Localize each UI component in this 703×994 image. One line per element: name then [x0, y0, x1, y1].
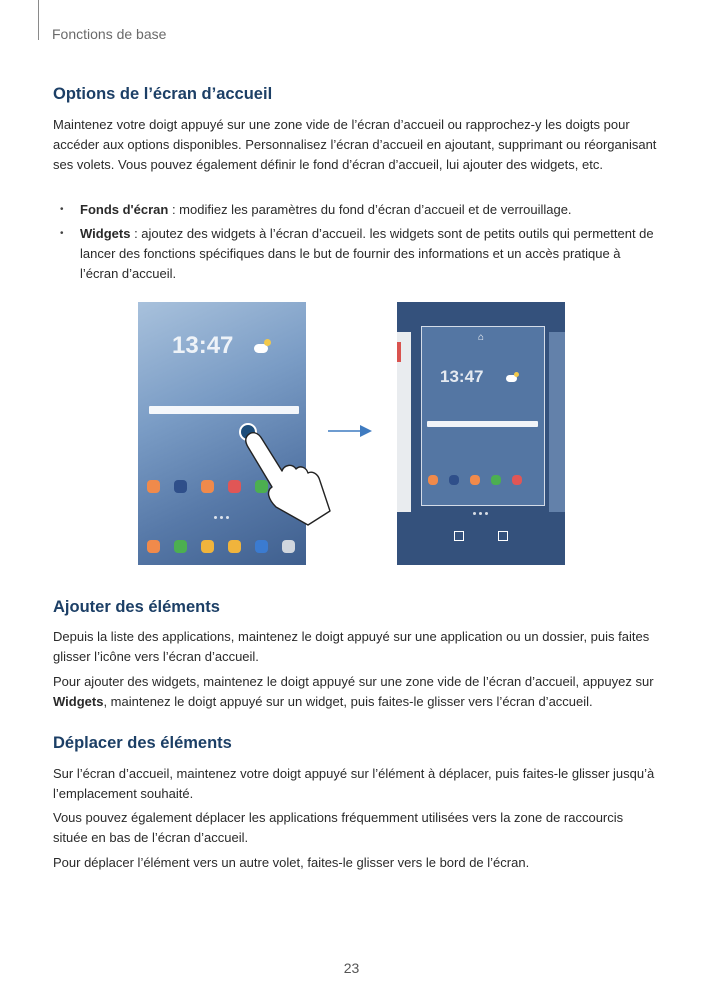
- text-run: Pour ajouter des widgets, maintenez le doigt appuyé sur une zone vide de l’écran d’accueil, appuyez sur: [53, 674, 654, 689]
- app-icon: [147, 480, 160, 493]
- page-indicator-dot: [473, 512, 476, 515]
- app-icon: [491, 475, 501, 485]
- page-indicator-dot: [220, 516, 223, 519]
- right-panel-preview: [549, 332, 565, 512]
- bullet-item-wallpapers: [53, 200, 658, 220]
- text-run: , maintenez le doigt appuyé sur un widget, puis faites-le glisser vers l’écran d’accueil.: [103, 694, 593, 709]
- home-icon: ⌂: [478, 332, 485, 343]
- section-title-add: Ajouter des éléments: [53, 598, 220, 616]
- options-bullet-list: [53, 200, 658, 288]
- header-rule: [38, 0, 39, 40]
- widgets-term: Widgets: [53, 694, 104, 709]
- section-title-options: Options de l’écran d’accueil: [53, 85, 273, 103]
- page-indicator-dot: [479, 512, 482, 515]
- app-icon: [449, 475, 459, 485]
- bullet-term: Fonds d'écran: [80, 202, 169, 217]
- move-paragraph-1: Sur l’écran d’accueil, maintenez votre doigt appuyé sur l’élément à déplacer, puis faites-le glisser jusqu’à l’emplacement souhaité.: [53, 766, 655, 801]
- add-paragraph-2: [53, 672, 658, 712]
- clock-widget: 13:47: [172, 332, 234, 359]
- left-panel-accent: [397, 342, 401, 362]
- add-paragraph-1: Depuis la liste des applications, maintenez le doigt appuyé sur une application ou un dossier, puis faites glisser l’icône vers l’écran d’accueil.: [53, 629, 650, 664]
- running-header: Fonctions de base: [52, 26, 167, 42]
- home-screen-options-illustration: [138, 302, 566, 565]
- move-paragraph-3: Pour déplacer l’élément vers un autre volet, faites-le glisser vers le bord de l’écran.: [53, 855, 530, 870]
- sun-icon: [514, 372, 519, 377]
- dock-app-icon: [201, 540, 214, 553]
- google-search-bar: [149, 406, 299, 414]
- dock-app-icon: [174, 540, 187, 553]
- section-title-move: Déplacer des éléments: [53, 734, 232, 752]
- move-paragraph-2: Vous pouvez également déplacer les applications fréquemment utilisées vers la zone de raccourcis située en bas de l’écran d’accueil.: [53, 810, 624, 845]
- clock-widget: 13:47: [440, 367, 484, 386]
- page-indicator-dot: [226, 516, 229, 519]
- hand-gesture-icon: [238, 427, 338, 527]
- google-search-bar: [427, 421, 538, 427]
- app-icon: [512, 475, 522, 485]
- bullet-item-widgets: [53, 224, 658, 284]
- app-icon: [470, 475, 480, 485]
- app-icon: [428, 475, 438, 485]
- arrow-right-icon: [326, 422, 376, 440]
- current-panel-preview: [421, 326, 545, 506]
- app-icon: [201, 480, 214, 493]
- sun-icon: [264, 339, 271, 346]
- wallpapers-option-icon: [454, 531, 464, 541]
- options-intro: Maintenez votre doigt appuyé sur une zone vide de l’écran d’accueil ou rapprochez-y les doigts pour accéder aux options disponibles. Personnalisez l’écran d’accueil en ajoutant, supprimant ou réorganisant ses volets. Vous pouvez également définir le fond d’écran d’accueil, lui ajouter des widgets, etc.: [53, 117, 657, 172]
- page-number: 23: [343, 960, 360, 976]
- bullet-term: Widgets: [80, 226, 131, 241]
- dock-app-icon: [228, 540, 241, 553]
- bullet-text: : modifiez les paramètres du fond d’écran d’accueil et de verrouillage.: [168, 202, 572, 217]
- dock-app-icon: [282, 540, 295, 553]
- app-icon: [174, 480, 187, 493]
- page-indicator-dot: [214, 516, 217, 519]
- bullet-text: : ajoutez des widgets à l’écran d’accueil. les widgets sont de petits outils qui permettent de lancer des fonctions spécifiques dans le but de fournir des informations et un accès pratique à l’écran d’accueil.: [80, 226, 654, 281]
- dock-app-icon: [147, 540, 160, 553]
- page-indicator-dot: [485, 512, 488, 515]
- dock-app-icon: [255, 540, 268, 553]
- widgets-option-icon: [498, 531, 508, 541]
- tablet-edit-mode-screen: [397, 302, 565, 565]
